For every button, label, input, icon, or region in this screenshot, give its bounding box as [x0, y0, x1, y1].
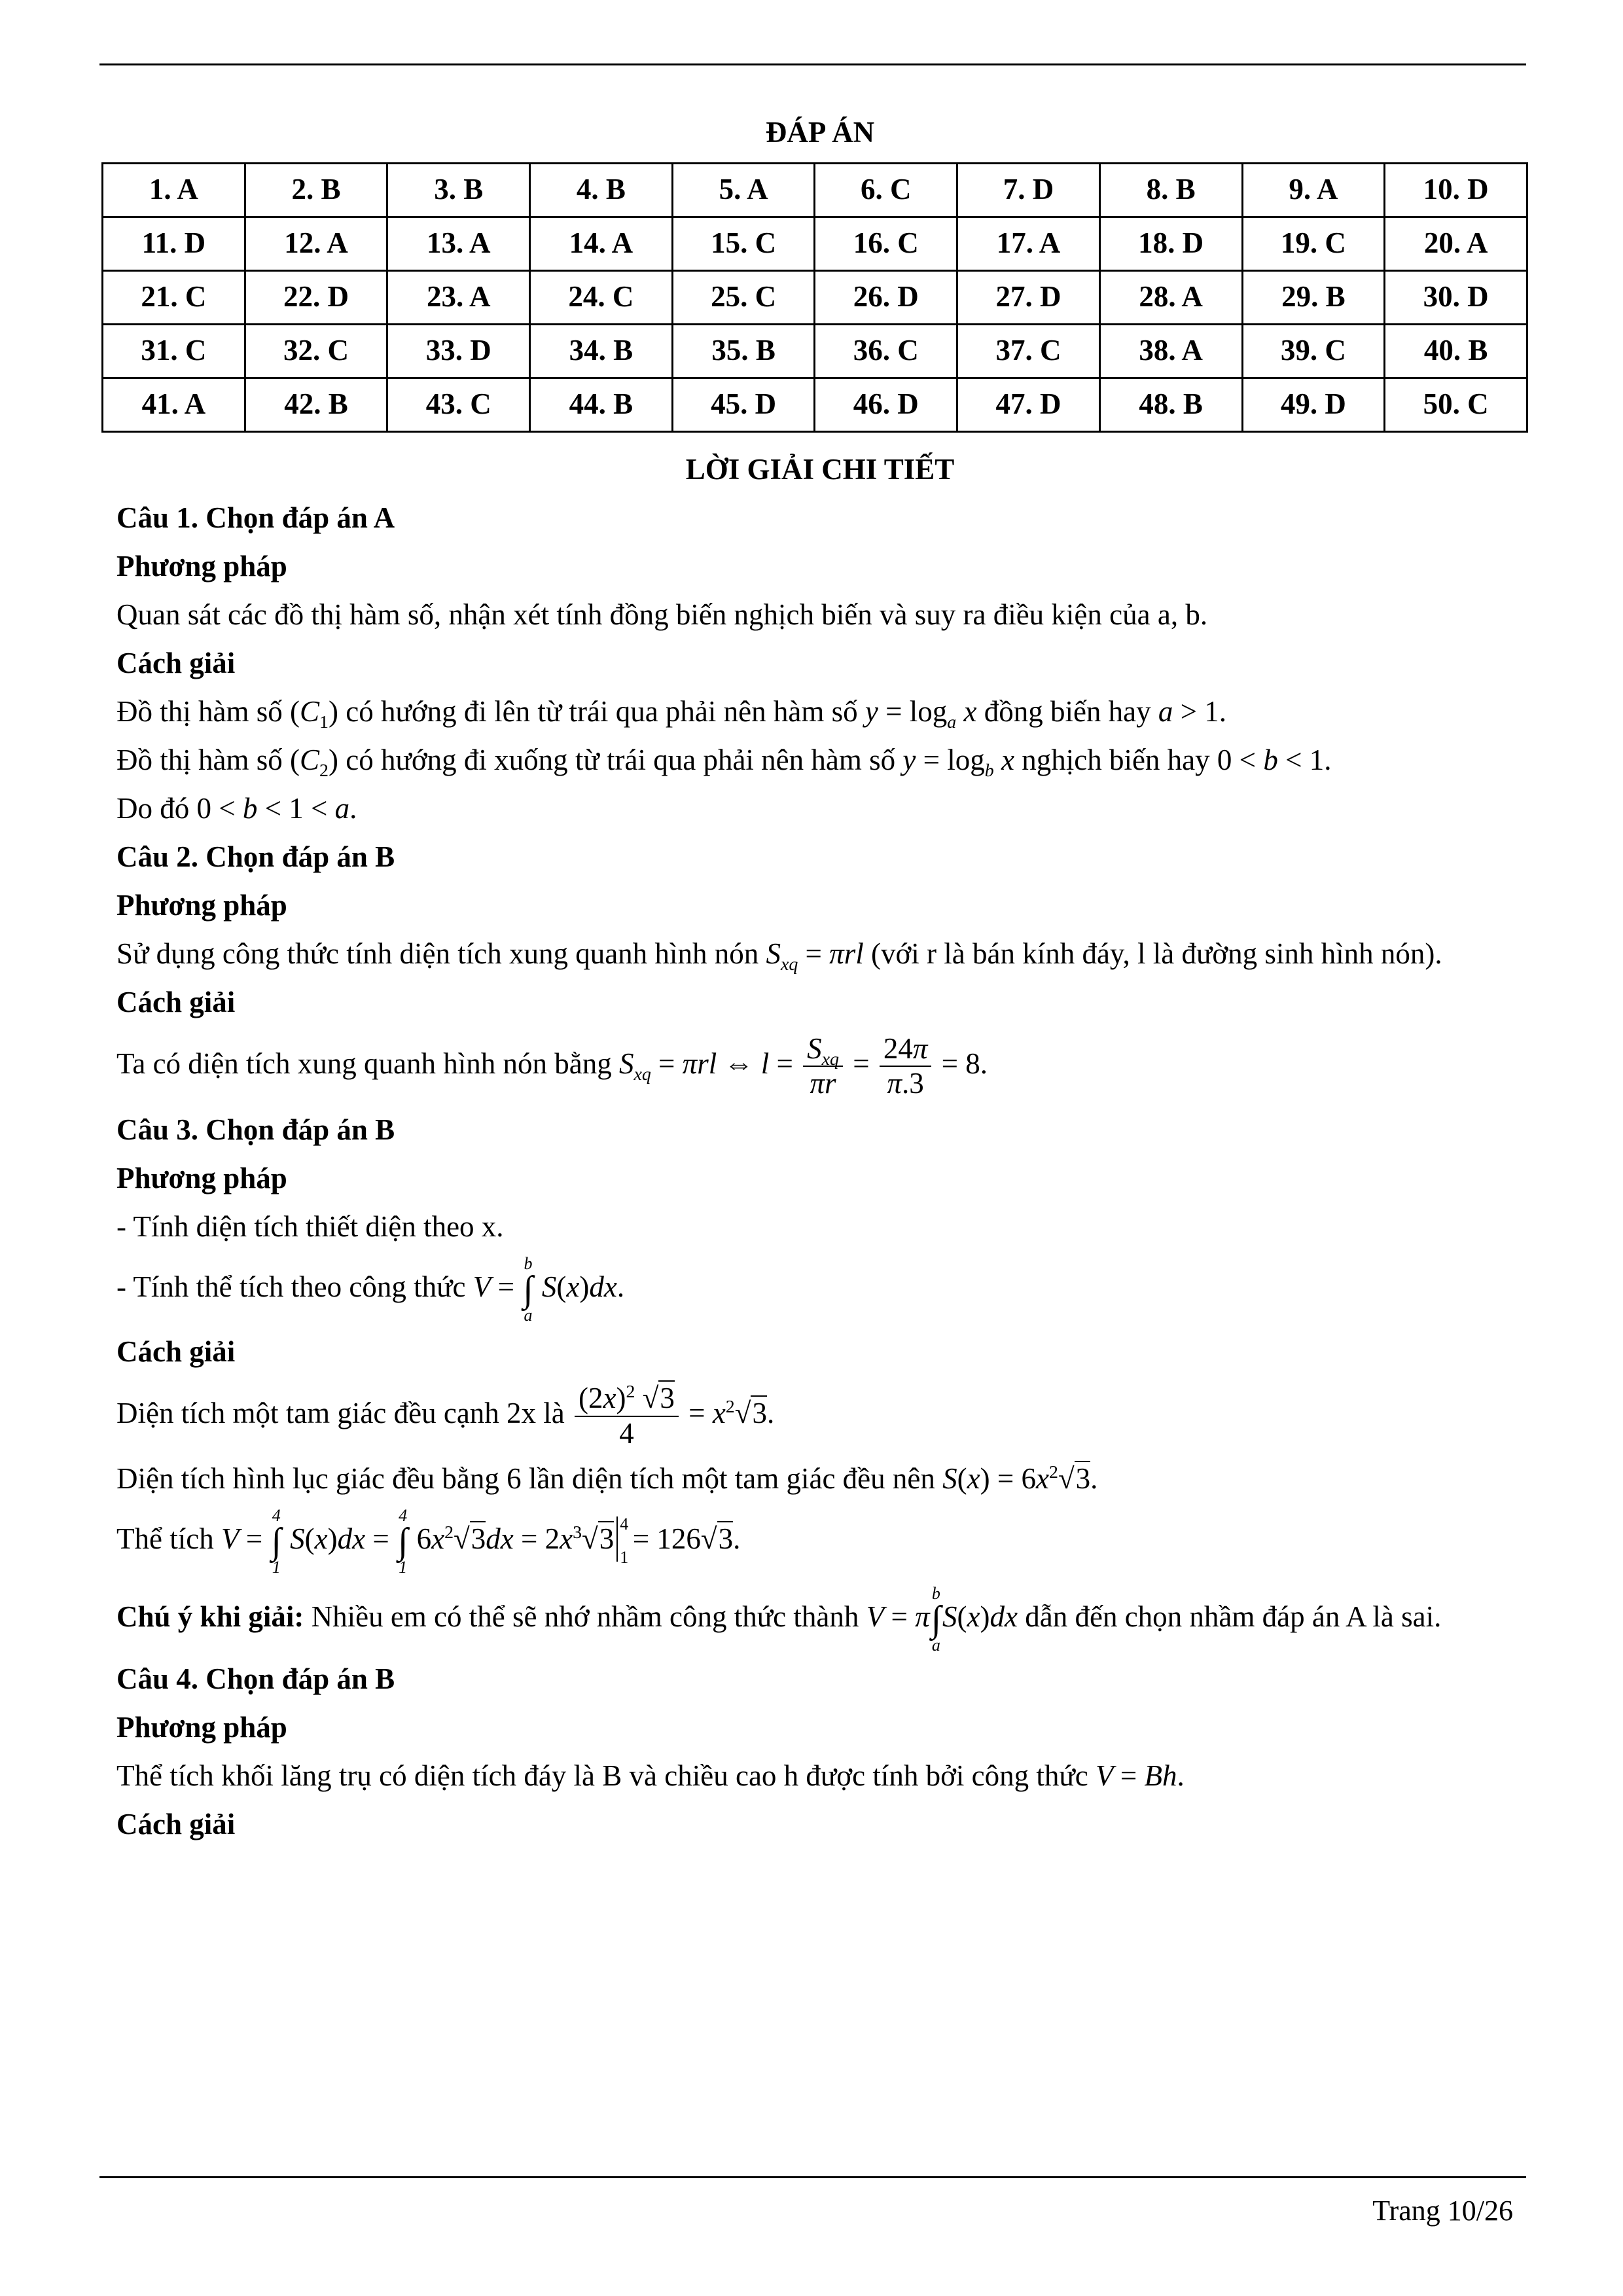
- question-2-method-label: Phương pháp: [116, 888, 287, 922]
- question-2-method-text: Sử dụng công thức tính diện tích xung quanh hình nón $S_{xq} = \pi rl$ (với r là bán kính đáy, l là đường sinh hình nón).: [116, 937, 1442, 975]
- math-volume-result: V = 4 ∫ 1 S(x)dx = 4 ∫ 1 $6x^2√3dx = 2x^3√3$ 4 1 = 126√3: [221, 1505, 734, 1577]
- answer-cell: 27. D: [957, 270, 1100, 324]
- integral-a-to-b: b ∫ a: [523, 1254, 533, 1325]
- footer-rule: [99, 2176, 1526, 2178]
- answer-cell: 37. C: [957, 324, 1100, 378]
- answer-row: [103, 270, 1527, 324]
- answer-cell: 40. B: [1385, 324, 1527, 378]
- math-hexagon-area: $S(x) = 6x^2√3$: [942, 1462, 1091, 1495]
- question-1-method-text: Quan sát các đồ thị hàm số, nhận xét tính đồng biến nghịch biến và suy ra điều kiện của a, b.: [116, 598, 1208, 631]
- math-log-b: $y = \log_b x$: [902, 743, 1014, 781]
- answer-cell: 33. D: [387, 324, 530, 378]
- answer-cell: 12. A: [245, 217, 387, 270]
- answer-cell: 49. D: [1242, 378, 1385, 431]
- answer-cell: 2. B: [245, 163, 387, 217]
- math-b-range: 0 < b < 1: [1217, 743, 1325, 776]
- fraction-24pi-over-pi3: $\frac{24\pi}{\pi.3}$: [880, 1032, 932, 1102]
- answer-cell: 23. A: [387, 270, 530, 324]
- question-4-method-label: Phương pháp: [116, 1711, 287, 1744]
- answer-cell: 46. D: [815, 378, 957, 431]
- answer-cell: 41. A: [103, 378, 245, 431]
- answer-cell: 26. D: [815, 270, 957, 324]
- fraction-sxq-over-pir: $\frac{S_{xq}}{\pi r}$: [803, 1032, 843, 1102]
- question-3-heading: Câu 3. Chọn đáp án B: [116, 1113, 395, 1146]
- answer-cell: 7. D: [957, 163, 1100, 217]
- question-3-method-2: - Tính thể tích theo công thức V = b ∫ a S(x)dx.: [116, 1254, 625, 1325]
- answer-cell: 43. C: [387, 378, 530, 431]
- math-cone-solution: $S_{xq} = \pi rl$ ⇔ l = $\frac{S_{xq}}{\pi r}$ = $\frac{24\pi}{\pi.3}$ = 8: [618, 1031, 980, 1100]
- answer-key-body: [103, 163, 1527, 431]
- header-rule: [99, 63, 1526, 65]
- answer-cell: 15. C: [672, 217, 815, 270]
- math-wrong-formula: V = π b ∫ a S(x)dx: [866, 1583, 1018, 1655]
- question-1-solution-line-2: Đồ thị hàm số $(C_2)$ có hướng đi xuống từ trái qua phải nên hàm số $y = \log_b x$ nghịch biến hay 0 < b < 1.: [116, 743, 1332, 781]
- question-2-heading: Câu 2. Chọn đáp án B: [116, 840, 395, 873]
- answer-cell: 19. C: [1242, 217, 1385, 270]
- question-3-solution-3: Thể tích V = 4 ∫ 1 S(x)dx = 4 ∫ 1 $6x^2√3dx = 2x^3√3$ 4 1 = 126√3.: [116, 1505, 741, 1577]
- question-4-heading: Câu 4. Chọn đáp án B: [116, 1662, 395, 1696]
- answer-cell: 36. C: [815, 324, 957, 378]
- math-a-gt-1: a > 1: [1158, 694, 1219, 728]
- math-volume-formula: V = b ∫ a S(x)dx: [473, 1254, 617, 1325]
- answer-row: [103, 163, 1527, 217]
- answer-cell: 24. C: [530, 270, 673, 324]
- answer-cell: 22. D: [245, 270, 387, 324]
- math-order: 0 < b < 1 < a: [196, 791, 350, 825]
- answer-cell: 34. B: [530, 324, 673, 378]
- page-content: [116, 110, 1524, 1850]
- answer-cell: 3. B: [387, 163, 530, 217]
- question-4-method-text: Thể tích khối lăng trụ có diện tích đáy là B và chiều cao h được tính bởi công thức V = Bh.: [116, 1759, 1185, 1793]
- answer-cell: 8. B: [1099, 163, 1242, 217]
- answer-cell: 28. A: [1099, 270, 1242, 324]
- answer-cell: 17. A: [957, 217, 1100, 270]
- answer-cell: 21. C: [103, 270, 245, 324]
- math-log-a: $y = \log_a x$: [865, 694, 977, 732]
- answer-cell: 9. A: [1242, 163, 1385, 217]
- answer-cell: 30. D: [1385, 270, 1527, 324]
- answer-cell: 5. A: [672, 163, 815, 217]
- answer-cell: 47. D: [957, 378, 1100, 431]
- solutions-title: LỜI GIẢI CHI TIẾT: [685, 452, 955, 486]
- answer-cell: 10. D: [1385, 163, 1527, 217]
- question-1-solution-line-1: Đồ thị hàm số $(C_1)$ có hướng đi lên từ trái qua phải nên hàm số $y = \log_a x$ đồng biến hay a > 1.: [116, 694, 1227, 732]
- answer-cell: 6. C: [815, 163, 957, 217]
- page-number: Trang 10/26: [1372, 2195, 1513, 2227]
- question-1-solution-line-3: Do đó 0 < b < 1 < a.: [116, 791, 357, 825]
- answer-key-table: [101, 162, 1528, 433]
- answer-cell: 4. B: [530, 163, 673, 217]
- question-3-solution-1: Diện tích một tam giác đều cạnh 2x là $\frac{(2x)^2 √3}{4}$ = $x^2√3$.: [116, 1382, 775, 1450]
- answer-key-title: ĐÁP ÁN: [765, 116, 875, 149]
- question-1-solution-label: Cách giải: [116, 646, 236, 679]
- answer-cell: 38. A: [1099, 324, 1242, 378]
- answer-row: [103, 324, 1527, 378]
- answer-cell: 39. C: [1242, 324, 1385, 378]
- answer-cell: 29. B: [1242, 270, 1385, 324]
- question-4-solution-label: Cách giải: [116, 1808, 236, 1841]
- question-1-heading: Câu 1. Chọn đáp án A: [116, 501, 395, 534]
- answer-cell: 1. A: [103, 163, 245, 217]
- answer-row: [103, 217, 1527, 270]
- integral-a-to-b-wrong: b ∫ a: [931, 1583, 942, 1655]
- question-3-solution-2: Diện tích hình lục giác đều bằng 6 lần diện tích một tam giác đều nên $S(x) = 6x^2√3$.: [116, 1462, 1098, 1495]
- answer-cell: 32. C: [245, 324, 387, 378]
- integral-1-to-4: 4 ∫ 1: [271, 1505, 281, 1577]
- answer-cell: 50. C: [1385, 378, 1527, 431]
- math-sxq-formula: $S_{xq} = \pi rl$: [766, 937, 864, 975]
- answer-cell: 20. A: [1385, 217, 1527, 270]
- answer-cell: 48. B: [1099, 378, 1242, 431]
- math-c2: $(C_2)$: [290, 743, 338, 781]
- answer-cell: 14. A: [530, 217, 673, 270]
- answer-cell: 16. C: [815, 217, 957, 270]
- evaluation-bar: √3 4 1: [582, 1514, 629, 1568]
- answer-cell: 25. C: [672, 270, 815, 324]
- integral-1-to-4-b: 4 ∫ 1: [397, 1505, 408, 1577]
- answer-cell: 13. A: [387, 217, 530, 270]
- question-3-method-label: Phương pháp: [116, 1162, 287, 1194]
- question-3-solution-label: Cách giải: [116, 1335, 236, 1369]
- answer-cell: 11. D: [103, 217, 245, 270]
- fraction-triangle-area: $\frac{(2x)^2 √3}{4}$: [575, 1382, 679, 1451]
- answer-cell: 45. D: [672, 378, 815, 431]
- answer-cell: 18. D: [1099, 217, 1242, 270]
- question-1-method-label: Phương pháp: [116, 549, 287, 583]
- question-2-solution-label: Cách giải: [116, 985, 236, 1018]
- question-3-note: Chú ý khi giải: Nhiều em có thể sẽ nhớ nhầm công thức thành V = π b ∫ a S(x)dx dẫn đến chọn nhầm đáp án A là sai.: [116, 1583, 1442, 1655]
- question-3-method-1: - Tính diện tích thiết diện theo x.: [116, 1210, 504, 1243]
- math-c1: $(C_1)$: [290, 694, 338, 732]
- math-prism-volume: V = Bh: [1095, 1759, 1177, 1793]
- question-2-solution-line: Ta có diện tích xung quanh hình nón bằng $S_{xq} = \pi rl$ ⇔ l = $\frac{S_{xq}}{\pi r}$ = $\frac{24\pi}{\pi.3}$ = 8.: [116, 1031, 988, 1100]
- answer-cell: 31. C: [103, 324, 245, 378]
- math-triangle-area: $\frac{(2x)^2 √3}{4}$ = $x^2√3$: [572, 1397, 767, 1429]
- answer-row: [103, 378, 1527, 431]
- answer-cell: 44. B: [530, 378, 673, 431]
- answer-cell: 35. B: [672, 324, 815, 378]
- answer-cell: 42. B: [245, 378, 387, 431]
